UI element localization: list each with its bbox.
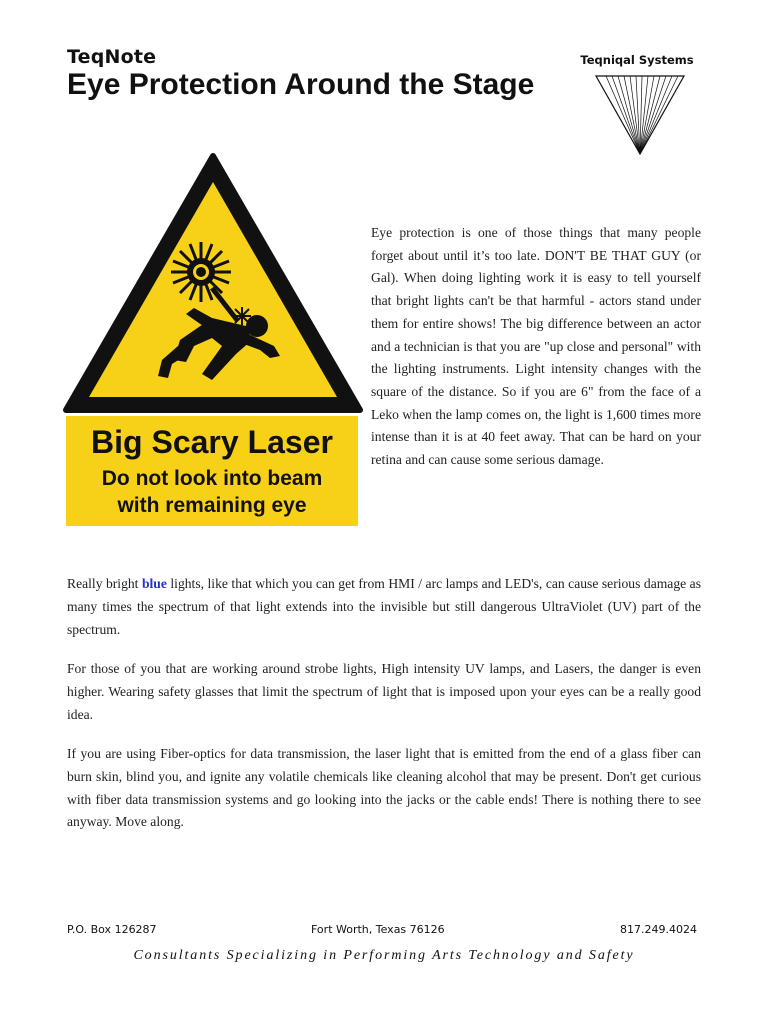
laser-warning-sign xyxy=(62,150,364,528)
sign-heading: Big Scary Laser xyxy=(91,424,333,460)
footer-po-box: P.O. Box 126287 xyxy=(67,923,157,936)
company-name: Teqniqal Systems xyxy=(580,53,694,67)
paragraph-text: lights, like that which you can get from HMI / arc lamps and LED's, can cause serious damage as many times the spectrum of that light extends into the invisible but still dangerous UltraViolet (UV) part of the spectrum. xyxy=(67,576,701,637)
paragraph-blue-light xyxy=(67,573,701,641)
footer-phone: 817.249.4024 xyxy=(620,923,697,936)
footer-city: Fort Worth, Texas 76126 xyxy=(311,923,445,936)
footer-tagline: Consultants Specializing in Performing Arts Technology and Safety xyxy=(133,948,635,963)
paragraph-strobe: For those of you that are working around strobe lights, High intensity UV lamps, and Lasers, the danger is even higher. Wearing safety glasses that limit the spectrum of light that is imposed upon your eyes can be a really good idea. xyxy=(67,661,701,722)
sign-line-1: Do not look into beam xyxy=(101,467,323,490)
document-title: Eye Protection Around the Stage xyxy=(67,68,535,101)
document-kicker: TeqNote xyxy=(67,46,157,68)
paragraph-fiber-optics: If you are using Fiber-optics for data transmission, the laser light that is emitted from the end of a glass fiber can burn skin, blind you, and ignite any volatile chemicals like cleaning alcohol that may be present. Don't get curious with fiber data transmission systems and go looking into the jacks or the cable ends! There is nothing there to see anyway. Move along. xyxy=(67,746,701,830)
sign-line-2: with remaining eye xyxy=(117,494,307,517)
blue-highlight: blue xyxy=(141,576,167,591)
intro-paragraph: Eye protection is one of those things that many people forget about until it’s too late. DON'T BE THAT GUY (or Gal). When doing lighting work it is easy to tell yourself that bright lights can't be that harmful - actors stand under them for entire shows! The big difference between an actor and a technician is that you are "up close and personal" with the lighting instruments. Light intensity changes with the square of the distance. So if you are 6" from the face of a Leko when the lamp comes on, the light is 1,600 times more intense than it is at 40 feet away. That can be hard on your retina and can cause some serious damage. xyxy=(371,225,701,468)
laser-warning-icon xyxy=(171,242,231,302)
paragraph-text: Really bright xyxy=(67,576,142,591)
teqniqal-triangle-logo-icon xyxy=(594,74,686,156)
